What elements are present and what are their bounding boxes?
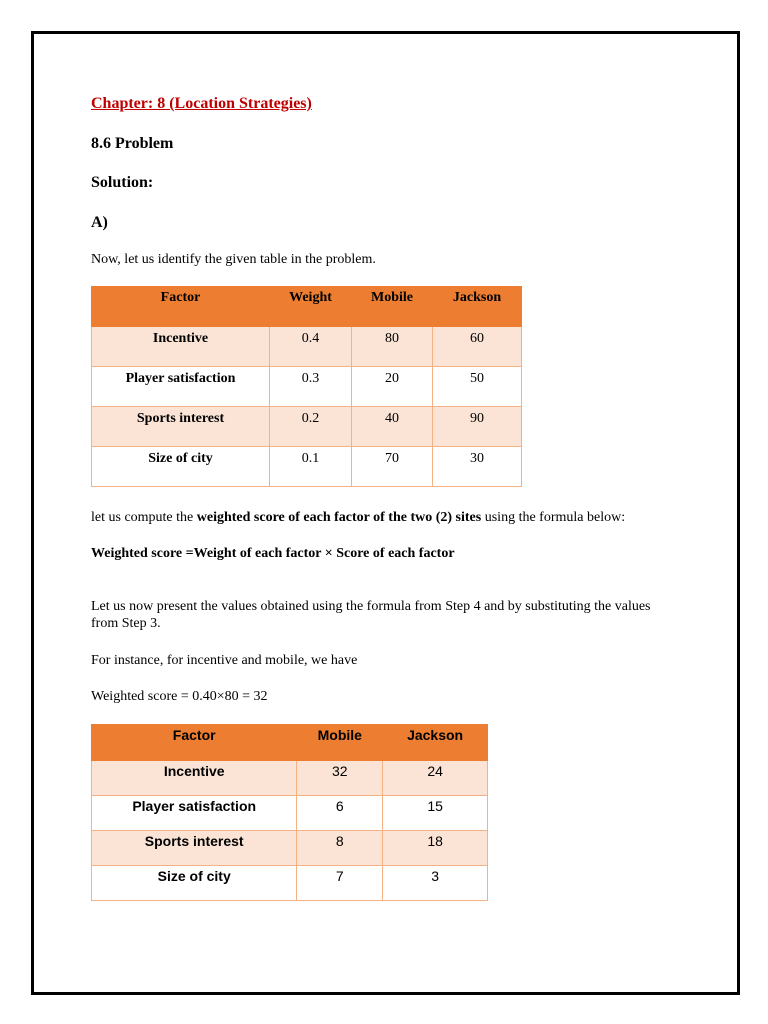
table-cell: 70 — [352, 447, 433, 487]
problem-heading: 8.6 Problem — [91, 135, 174, 152]
intro-text: Now, let us identify the given table in the problem. — [91, 252, 376, 267]
table-cell: Sports interest — [92, 831, 297, 866]
table-cell: 0.3 — [270, 367, 352, 407]
table-cell: 24 — [383, 761, 488, 796]
table-cell: 20 — [352, 367, 433, 407]
table-cell: Size of city — [92, 866, 297, 901]
table-row — [92, 407, 522, 447]
table-cell: 60 — [433, 327, 522, 367]
table-header-cell: Weight — [270, 287, 352, 327]
table-cell: Player satisfaction — [92, 367, 270, 407]
present-text: Let us now present the values obtained using the formula from Step 4 and by substituting the values from Step 3. — [91, 599, 651, 631]
table-cell: 15 — [383, 796, 488, 831]
part-heading: A) — [91, 214, 108, 231]
chapter-title: Chapter: 8 (Location Strategies) — [91, 95, 312, 112]
compute-bold: weighted score of each factor of the two (2) sites — [196, 510, 482, 525]
compute-prefix: let us compute the — [91, 510, 197, 525]
table-header-cell: Factor — [92, 287, 270, 327]
table-header-row — [92, 287, 522, 327]
document-page — [31, 31, 740, 995]
table-row — [92, 327, 522, 367]
compute-suffix: using the formula below: — [481, 510, 626, 525]
table-cell: 30 — [433, 447, 522, 487]
table-cell: 40 — [352, 407, 433, 447]
table-cell: 0.4 — [270, 327, 352, 367]
table-header-cell: Jackson — [433, 287, 522, 327]
instance-text: For instance, for incentive and mobile, we have — [91, 653, 358, 668]
compute-text — [91, 509, 625, 526]
table-header-cell: Jackson — [383, 725, 488, 761]
table-row — [92, 761, 488, 796]
table-cell: Player satisfaction — [92, 796, 297, 831]
table-cell: Incentive — [92, 761, 297, 796]
table-cell: Size of city — [92, 447, 270, 487]
table-row — [92, 367, 522, 407]
table-header-cell: Factor — [92, 725, 297, 761]
weighted-score-table — [91, 724, 488, 901]
table-row — [92, 796, 488, 831]
table-row — [92, 831, 488, 866]
table-header-row — [92, 725, 488, 761]
table-row — [92, 866, 488, 901]
table-row — [92, 447, 522, 487]
table-cell: 3 — [383, 866, 488, 901]
table-cell: 50 — [433, 367, 522, 407]
table-cell: 32 — [297, 761, 383, 796]
table-cell: 80 — [352, 327, 433, 367]
table-header-cell: Mobile — [352, 287, 433, 327]
table-cell: 0.2 — [270, 407, 352, 447]
example-text: Weighted score = 0.40×80 = 32 — [91, 689, 268, 704]
solution-heading: Solution: — [91, 174, 154, 191]
table-cell: 7 — [297, 866, 383, 901]
table-cell: 0.1 — [270, 447, 352, 487]
formula-text: Weighted score =Weight of each factor × Score of each factor — [91, 546, 455, 561]
table-cell: 8 — [297, 831, 383, 866]
table-cell: 6 — [297, 796, 383, 831]
given-table — [91, 286, 522, 487]
table-cell: 18 — [383, 831, 488, 866]
table-header-cell: Mobile — [297, 725, 383, 761]
table-cell: Sports interest — [92, 407, 270, 447]
table-cell: Incentive — [92, 327, 270, 367]
table-cell: 90 — [433, 407, 522, 447]
